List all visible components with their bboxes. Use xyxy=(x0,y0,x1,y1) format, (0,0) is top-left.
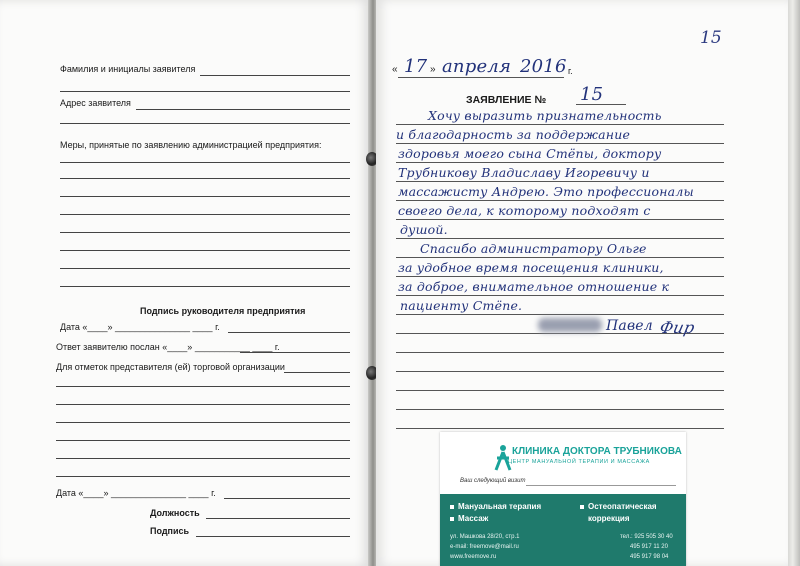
statement-number: 15 xyxy=(580,84,604,105)
clinic-phone-3: 495 917 98 04 xyxy=(630,554,669,560)
signature-name: Павел xyxy=(606,318,653,334)
next-visit-label: Ваш следующий визит xyxy=(460,478,526,484)
ruled-line xyxy=(396,409,724,410)
representative-line xyxy=(56,404,350,405)
card-subtitle: ЦЕНТР МАНУАЛЬНОЙ ТЕРАПИИ И МАССАЖА xyxy=(508,459,650,465)
measures-line xyxy=(60,162,350,163)
measures-line xyxy=(60,268,350,269)
statement-number-line xyxy=(576,104,626,105)
measures-line xyxy=(60,286,350,287)
position-label: Должность xyxy=(150,508,200,518)
representative-notes-label: Для отметок представителя (ей) торговой организации xyxy=(56,362,285,372)
statement-title: ЗАЯВЛЕНИЕ № xyxy=(466,94,547,106)
handwritten-line: за доброе, внимательное отношение к xyxy=(398,279,670,294)
date-label-2: Дата «____» _______________ ____ г. xyxy=(56,488,216,498)
ruled-line xyxy=(396,428,724,429)
manager-signature-label: Подпись руководителя предприятия xyxy=(140,306,306,316)
card-body xyxy=(440,494,686,566)
card-header xyxy=(440,432,686,494)
handwritten-line: за удобное время посещения клиники, xyxy=(398,260,664,275)
handwritten-line: Трубникову Владиславу Игоревичу и xyxy=(398,165,650,180)
representative-line xyxy=(284,372,350,373)
applicant-name-label: Фамилия и инициалы заявителя xyxy=(60,64,196,74)
left-page xyxy=(0,0,370,566)
handwritten-line: массажисту Андрею. Это профессионалы xyxy=(398,184,694,199)
applicant-address-line-2 xyxy=(60,123,350,124)
page-edge xyxy=(788,0,800,566)
handwritten-line: Спасибо администратору Ольге xyxy=(420,241,647,256)
ruled-line xyxy=(396,314,724,315)
ruled-line xyxy=(396,181,724,182)
handwritten-line: душой. xyxy=(400,222,448,237)
service-osteopathy-line2: коррекция xyxy=(588,514,630,523)
date-line-1 xyxy=(228,332,350,333)
ruled-line xyxy=(396,124,724,125)
clinic-email: e-mail: freemove@mail.ru xyxy=(450,544,519,550)
representative-line xyxy=(56,422,350,423)
ruled-line xyxy=(396,257,724,258)
service-osteopathy: Остеопатическая xyxy=(580,502,657,511)
handwritten-line: Хочу выразить признательность xyxy=(428,108,662,123)
ruled-line xyxy=(396,352,724,353)
measures-line xyxy=(60,232,350,233)
clinic-logo-icon xyxy=(492,444,514,472)
signature-label: Подпись xyxy=(150,526,190,536)
date-month: апреля xyxy=(442,56,512,77)
applicant-address-label: Адрес заявителя xyxy=(60,98,131,108)
ruled-line xyxy=(396,143,724,144)
representative-line xyxy=(56,386,350,387)
measures-label: Меры, принятые по заявлению администрацией предприятия: xyxy=(60,140,322,150)
measures-line xyxy=(60,250,350,251)
applicant-name-line xyxy=(200,75,350,76)
bullet-icon xyxy=(580,505,584,509)
clinic-phone-1: тел.: 925 505 30 40 xyxy=(620,534,673,540)
handwritten-line: и благодарность за поддержание xyxy=(396,127,631,142)
page-number: 15 xyxy=(700,28,722,48)
ruled-line xyxy=(396,295,724,296)
clinic-address: ул. Машкова 28/20, стр.1 xyxy=(450,534,520,540)
date-suffix: г. xyxy=(568,66,573,76)
handwritten-line: здоровья моего сына Стёпы, доктору xyxy=(398,146,662,161)
clinic-business-card xyxy=(440,432,686,566)
position-line xyxy=(206,518,350,519)
ruled-line xyxy=(396,162,724,163)
signature-scribble: Фир xyxy=(657,318,697,337)
date-line-2 xyxy=(224,498,350,499)
representative-line xyxy=(56,476,350,477)
answer-sent-label: Ответ заявителю послан «____» ___________ ____ г. xyxy=(56,342,280,352)
clinic-website: www.freemove.ru xyxy=(450,554,497,560)
ruled-line xyxy=(396,390,724,391)
measures-line xyxy=(60,214,350,215)
ruled-line xyxy=(396,200,724,201)
ruled-line xyxy=(396,219,724,220)
next-visit-line xyxy=(526,485,676,486)
measures-line xyxy=(60,178,350,179)
bullet-icon xyxy=(450,505,454,509)
ruled-line xyxy=(396,238,724,239)
date-label-1: Дата «____» _______________ ____ г. xyxy=(60,322,220,332)
measures-line xyxy=(60,196,350,197)
answer-sent-line xyxy=(240,352,350,353)
representative-line xyxy=(56,440,350,441)
applicant-name-line-2 xyxy=(60,91,350,92)
handwritten-line: пациенту Стёпе. xyxy=(400,298,523,313)
ruled-line xyxy=(396,371,724,372)
clinic-phone-2: 495 917 11 20 xyxy=(630,544,668,550)
redacted-name xyxy=(538,318,602,332)
applicant-address-line xyxy=(136,109,350,110)
date-line xyxy=(398,77,564,78)
bullet-icon xyxy=(450,517,454,521)
date-year: 2016 xyxy=(520,56,567,77)
handwritten-line: своего дела, к которому подходят с xyxy=(398,203,651,218)
ruled-line xyxy=(396,276,724,277)
service-massage: Массаж xyxy=(450,514,488,523)
card-title: КЛИНИКА ДОКТОРА ТРУБНИКОВА xyxy=(512,446,682,457)
signature-line xyxy=(196,536,350,537)
service-manual-therapy: Мануальная терапия xyxy=(450,502,541,511)
representative-line xyxy=(56,458,350,459)
date-day: 17 xyxy=(404,56,428,77)
